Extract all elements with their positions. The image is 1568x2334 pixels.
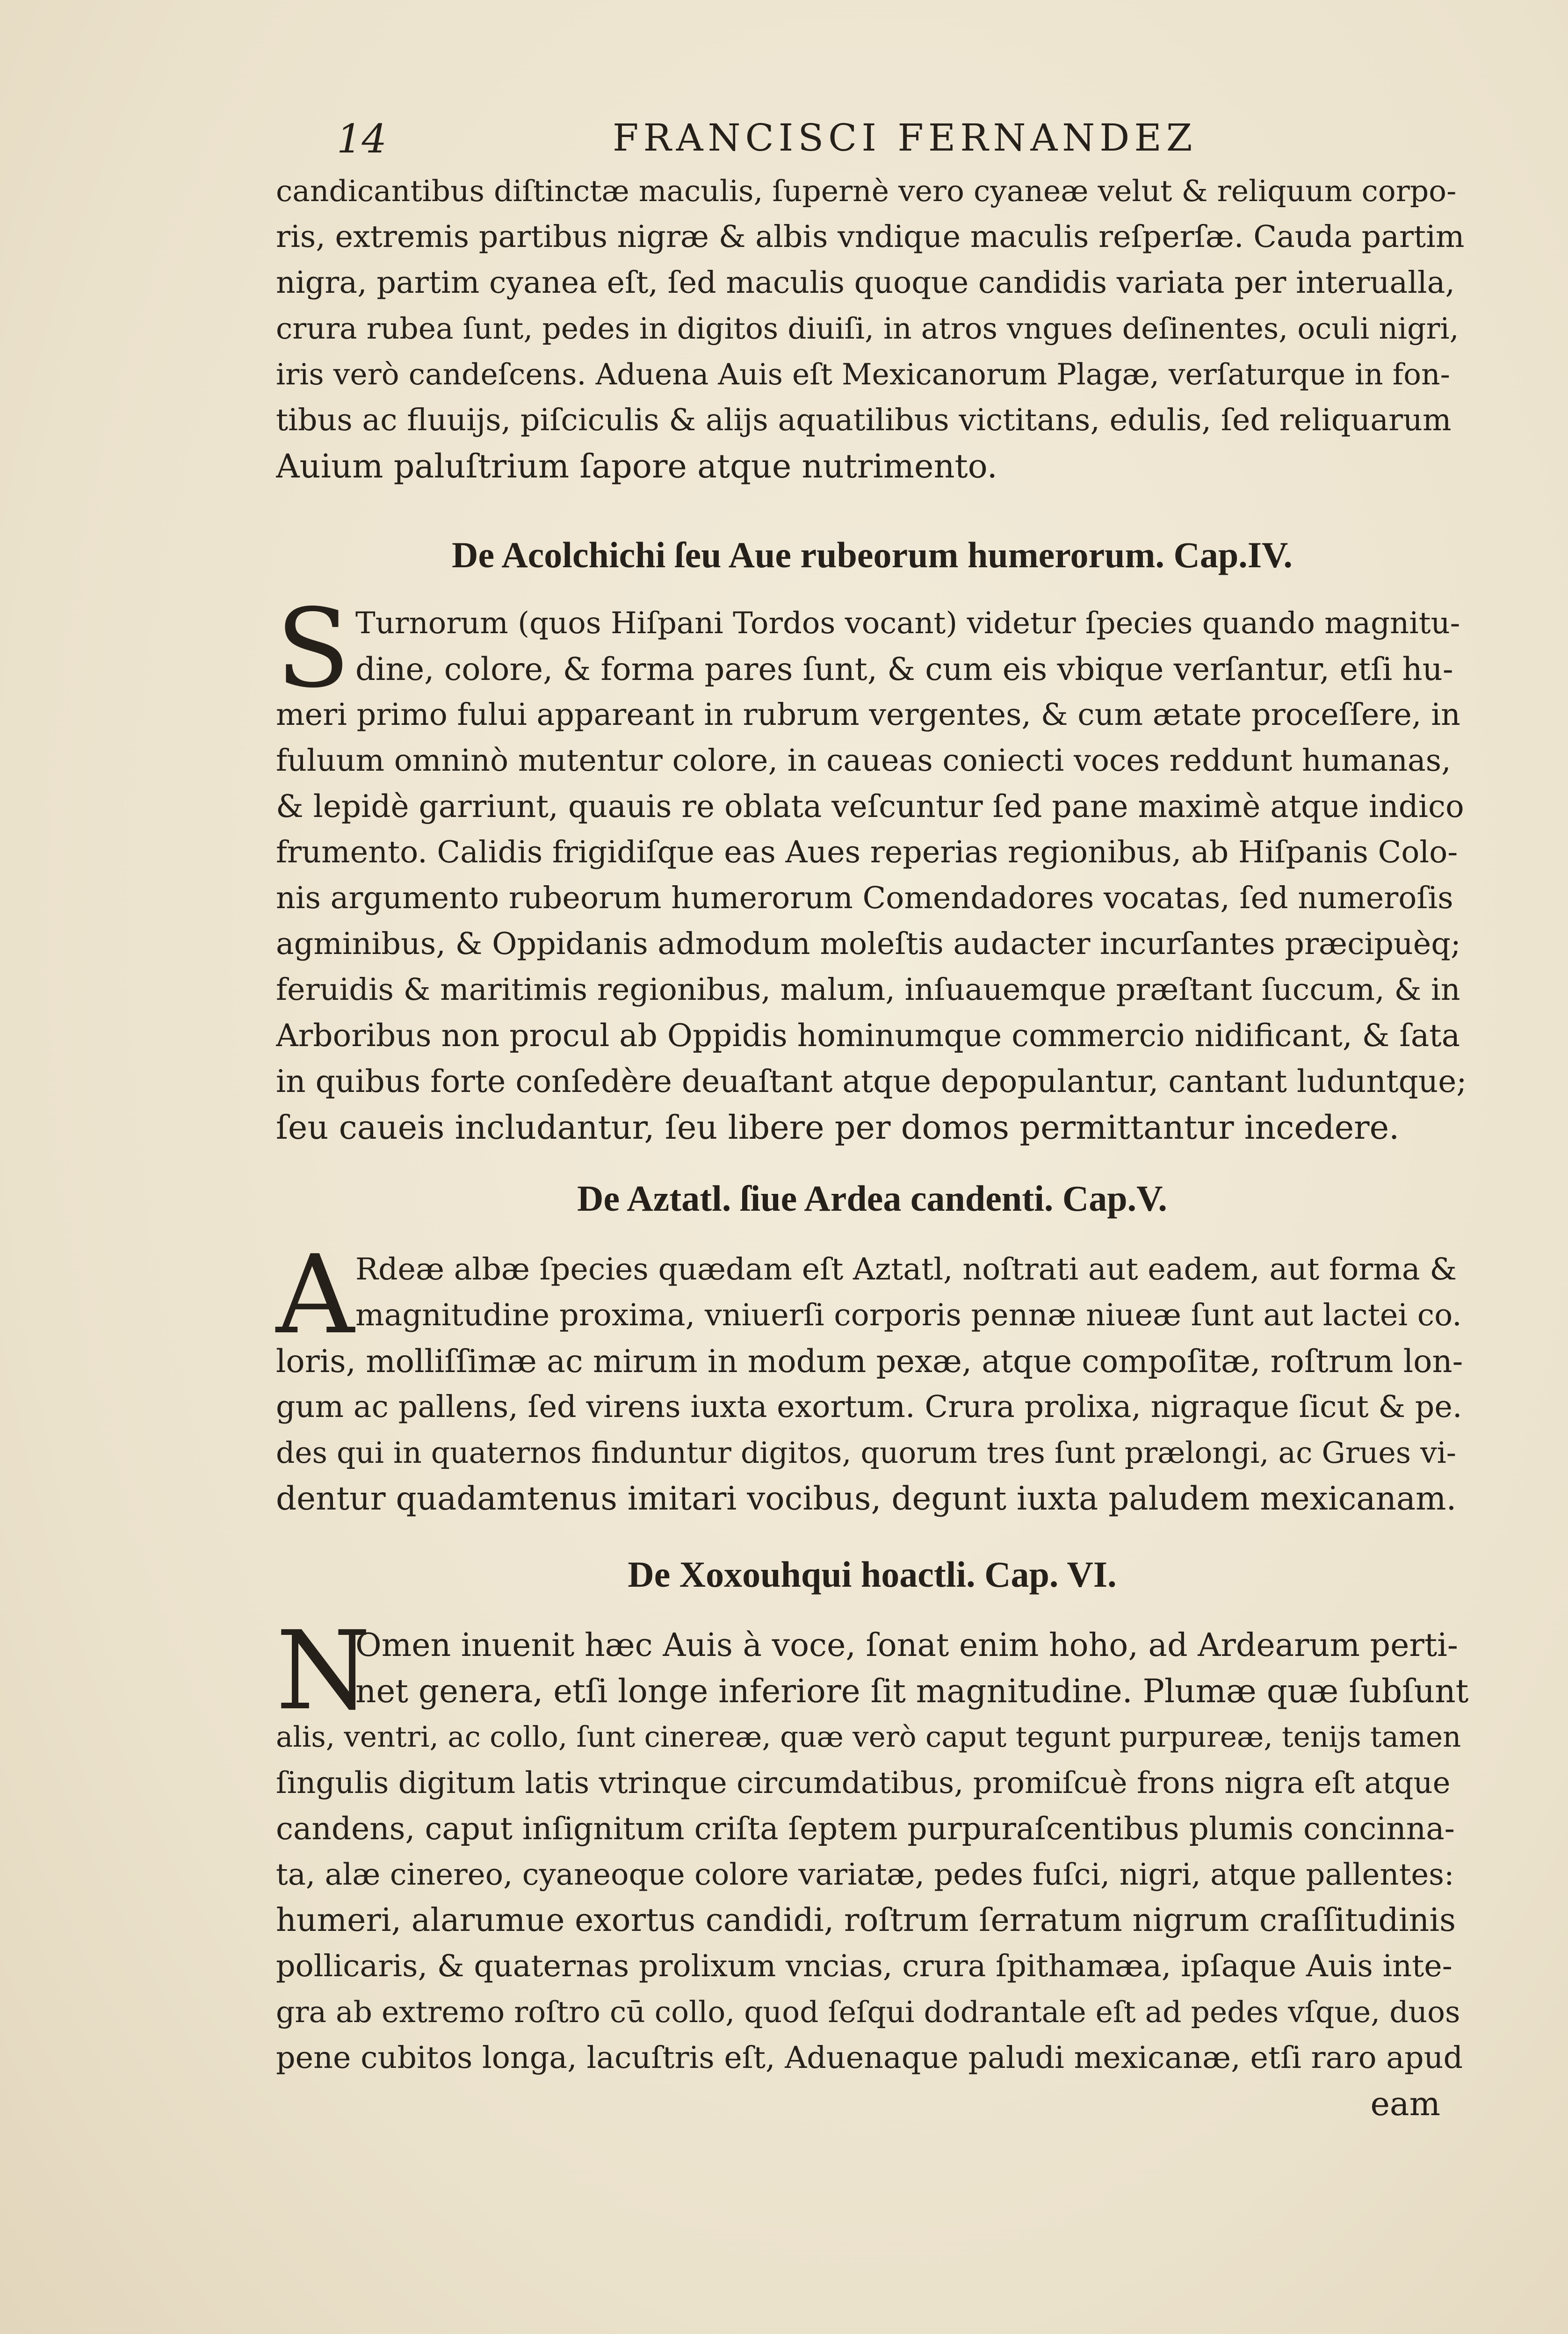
page-number: 14 [337,116,387,162]
drop-cap: A [276,1232,354,1358]
text-line: ſingulis digitum latis vtrinque circumdatibus, promiſcuè frons nigra eſt atque [276,1766,1451,1800]
text-line: frumento. Calidis frigidiſque eas Aues reperias regionibus, ab Hiſpanis Colo- [276,835,1458,870]
text-line: fuluum omninò mutentur colore, in caueas coniecti voces reddunt humanas, [276,743,1451,778]
running-title: FRANCISCI FERNANDEZ [613,116,1197,159]
chapter-heading: De Aztatl. ſiue Ardea candenti. Cap.V. [577,1178,1167,1219]
text-line: alis, ventri, ac collo, ſunt cinereæ, quæ verò caput tegunt purpureæ, tenijs tamen [276,1720,1461,1754]
drop-cap: N [276,1608,371,1734]
chapter-heading: De Acolchichi ſeu Aue rubeorum humerorum. Cap.IV. [452,535,1293,575]
text-line: Auium paluſtrium ſapore atque nutrimento. [276,447,997,485]
text-line: Turnorum (quos Hiſpani Tordos vocant) videtur ſpecies quando magnitu- [355,606,1460,641]
text-line: pene cubitos longa, lacuſtris eſt, Aduenaque paludi mexicanæ, etſi raro apud [276,2040,1463,2075]
text-line: Arboribus non procul ab Oppidis hominumque commercio nidificant, & ſata [276,1018,1460,1054]
intro-paragraph [276,168,1468,489]
chapter-heading: De Xoxouhqui hoactli. Cap. VI. [628,1554,1117,1595]
text-line: gum ac pallens, ſed virens iuxta exortum. Crura prolixa, nigraque ſicut & pe. [276,1389,1462,1424]
text-line: iris verò candeſcens. Aduena Auis eſt Mexicanorum Plagæ, verſaturque in fon- [276,357,1450,391]
chapter-paragraph [276,585,1468,1150]
text-line: Omen inuenit hæc Auis à voce, ſonat enim hoho, ad Ardearum perti- [355,1627,1458,1664]
drop-cap: S [276,585,350,712]
text-line: tibus ac fluuijs, piſciculis & alijs aquatilibus victitans, edulis, ſed reliquarum [276,403,1452,438]
text-line: dine, colore, & forma pares ſunt, & cum eis vbique verſantur, etſi hu- [355,651,1453,687]
text-line: humeri, alarumue exortus candidi, roſtrum ſerratum nigrum craſſitudinis [276,1902,1456,1939]
page-header [0,111,1568,167]
text-line: loris, molliſſimæ ac mirum in modum pexæ, atque compoſitæ, roſtrum lon- [276,1343,1463,1380]
text-line: ſeu caueis includantur, ſeu libere per domos permittantur incedere. [276,1108,1400,1147]
text-line: candicantibus diſtinctæ maculis, ſupernè vero cyaneæ velut & reliquum corpo- [276,174,1457,208]
text-block [276,168,1468,2127]
text-line: magnitudine proxima, vniuerſi corporis pennæ niueæ ſunt aut lactei co. [355,1298,1462,1333]
text-line: pollicaris, & quaternas prolixum vncias, crura ſpithamæa, ipſaque Auis inte- [276,1949,1452,1984]
chapter-paragraph [276,1232,1468,1522]
text-line: meri primo fului appareant in rubrum vergentes, & cum ætate proceſſere, in [276,697,1460,732]
text-line: dentur quadamtenus imitari vocibus, degunt iuxta paludem mexicanam. [276,1480,1457,1517]
catchword: eam [1370,2085,1440,2123]
text-line: crura rubea ſunt, pedes in digitos diuiſi, in atros vngues deſinentes, oculi nigri, [276,311,1459,346]
text-line: ris, extremis partibus nigræ & albis vndique maculis reſperſæ. Cauda partim [276,219,1465,254]
text-line: gra ab extremo roſtro cū collo, quod ſeſqui dodrantale eſt ad pedes vſque, duos [276,1995,1460,2029]
text-line: nis argumento rubeorum humerorum Comendadores vocatas, ſed numeroſis [276,881,1453,916]
text-line: agminibus, & Oppidanis admodum moleſtis audacter incurſantes præcipuèq; [276,926,1461,961]
text-line: ta, alæ cinereo, cyaneoque colore variatæ, pedes fuſci, nigri, atque pallentes: [276,1857,1454,1892]
text-line: feruidis & maritimis regionibus, malum, inſuauemque præſtant ſuccum, & in [276,972,1460,1007]
text-line: net genera, etſi longe inferiore ſit magnitudine. Plumæ quæ ſubſunt [355,1673,1468,1710]
text-line: nigra, partim cyanea eſt, ſed maculis quoque candidis variata per interualla, [276,265,1455,300]
text-line: & lepidè garriunt, quauis re oblata veſcuntur ſed pane maximè atque indico [276,788,1464,824]
text-line: des qui in quaternos finduntur digitos, quorum tres ſunt prælongi, ac Grues vi- [276,1436,1457,1470]
chapter-paragraph [276,1608,1468,2081]
text-line: candens, caput inſignitum criſta ſeptem purpuraſcentibus plumis concinna- [276,1811,1455,1847]
text-line: in quibus forte conſedère deuaſtant atque depopulantur, cantant luduntque; [276,1063,1467,1099]
text-line: Rdeæ albæ ſpecies quædam eſt Aztatl, noſtrati aut eadem, aut forma & [355,1252,1457,1287]
